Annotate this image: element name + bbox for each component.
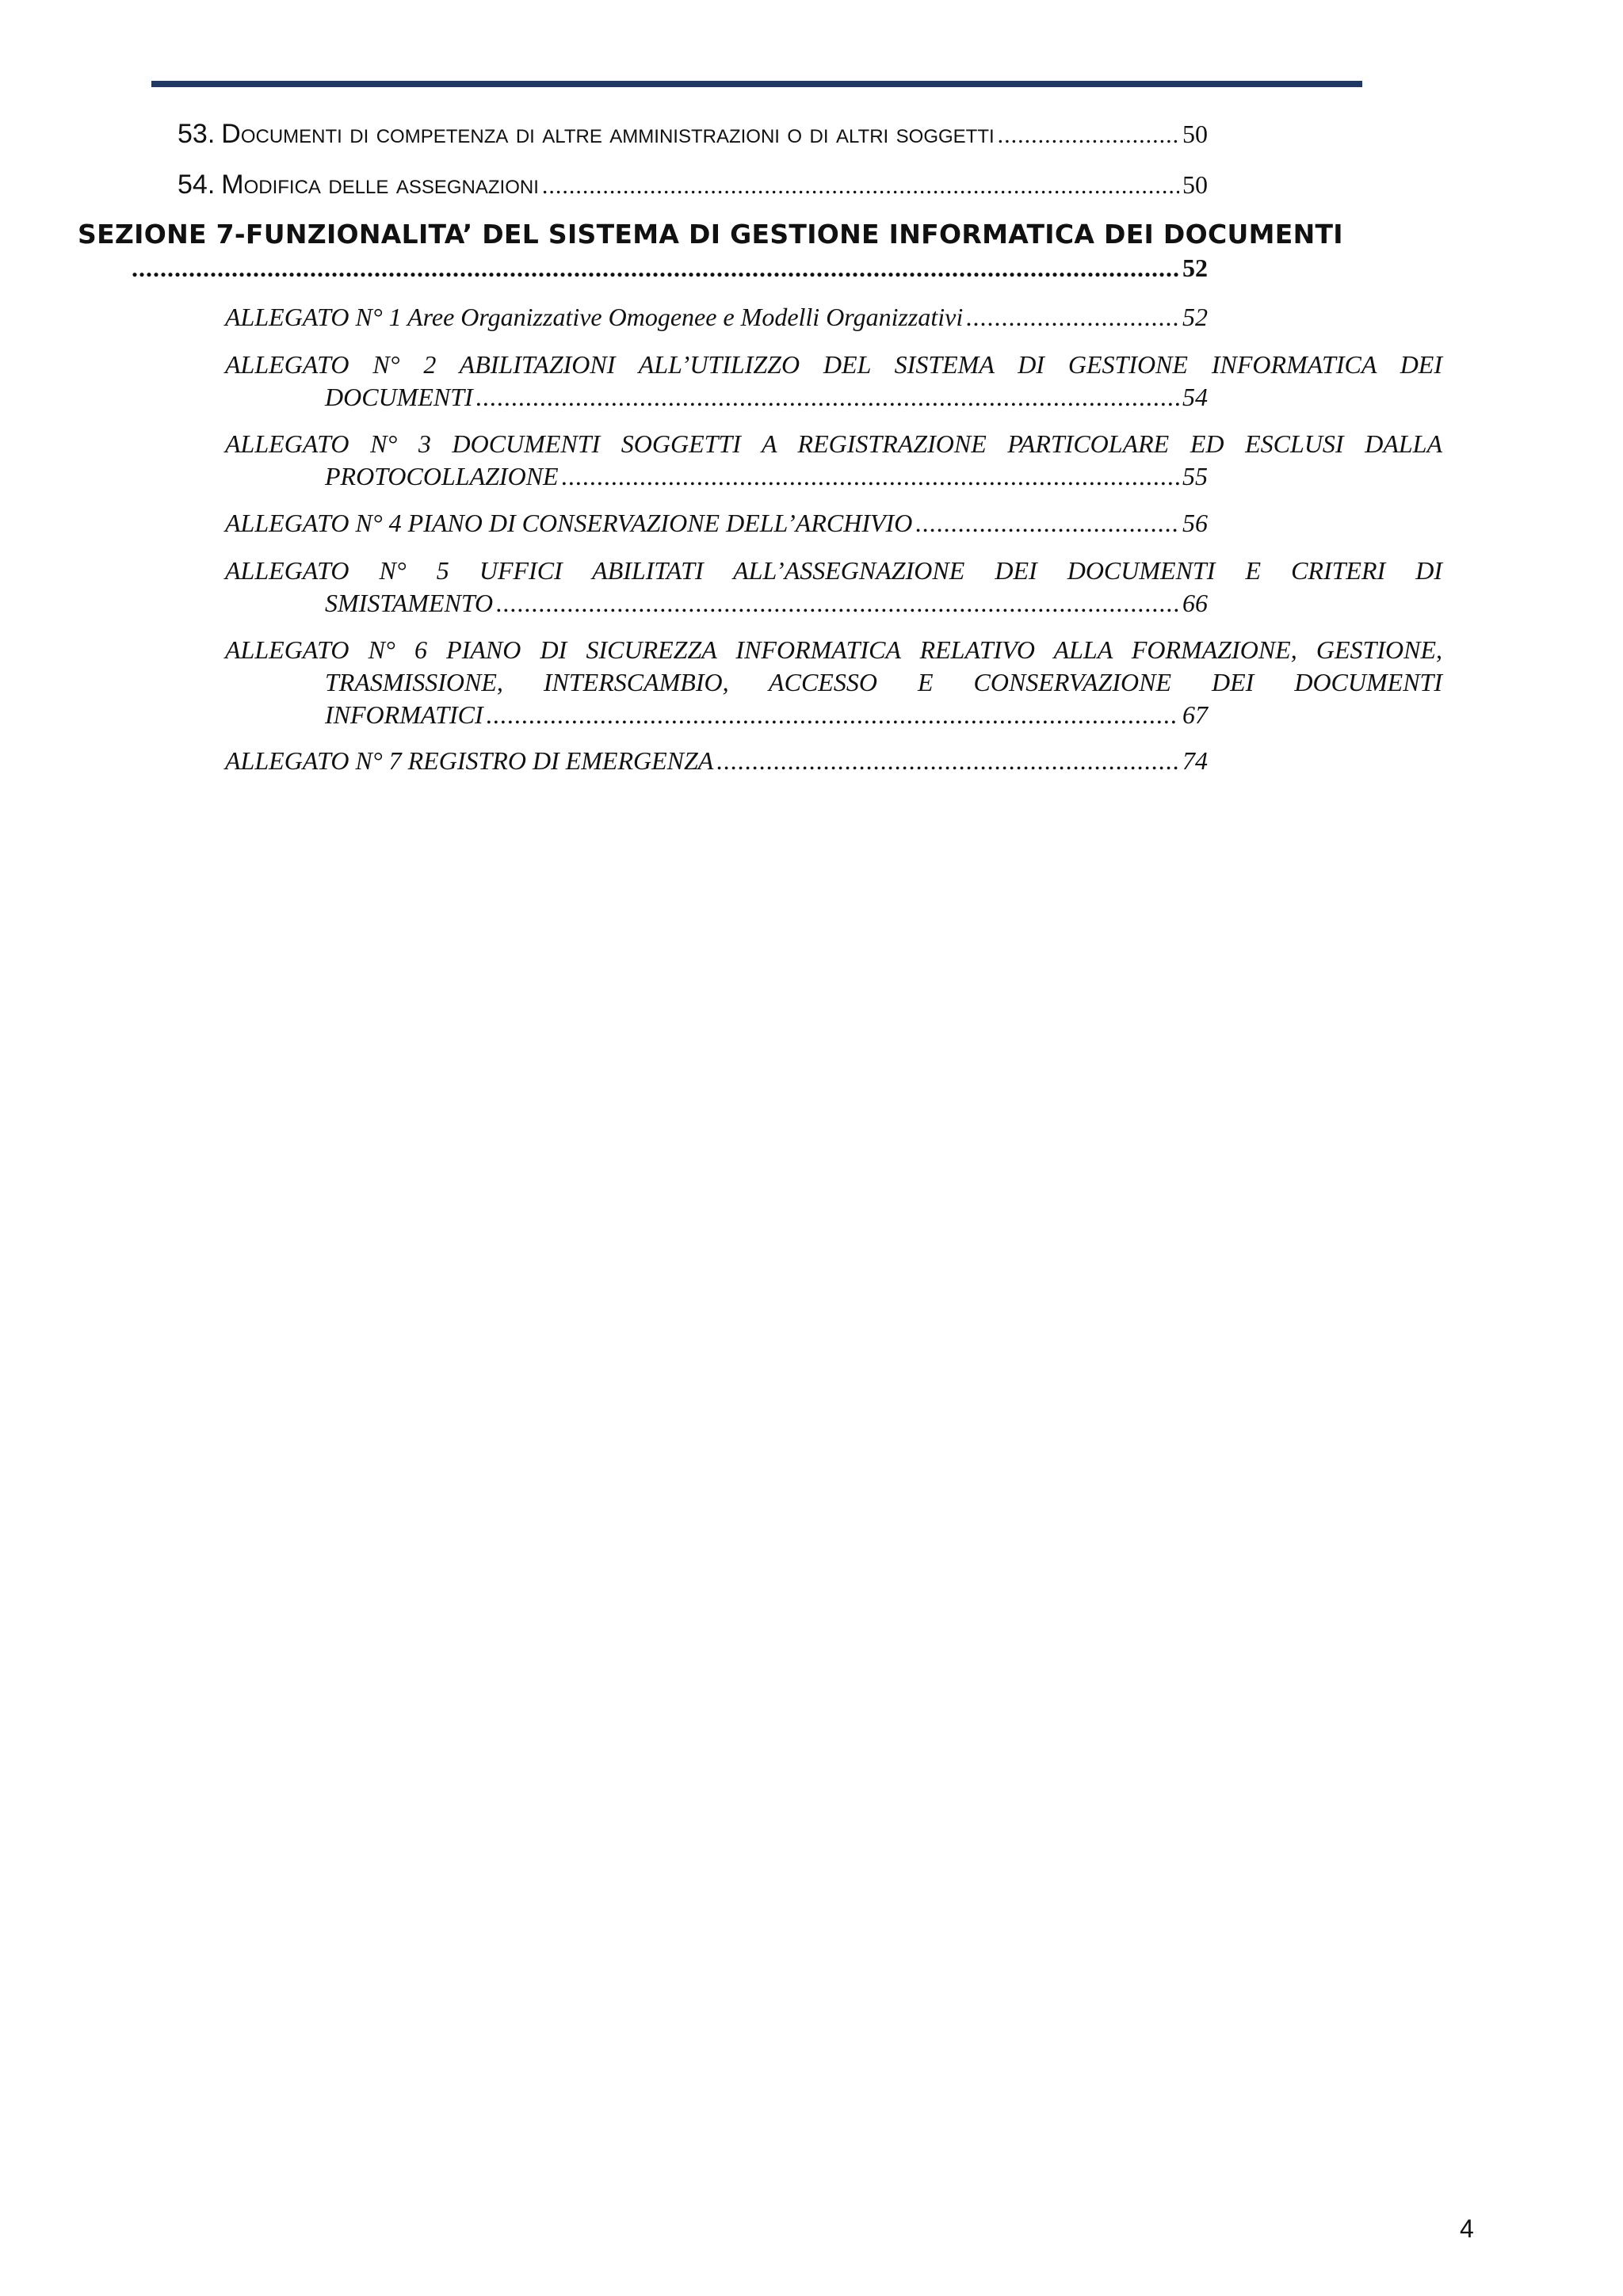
toc-leader-dots [496, 587, 1179, 620]
toc-allegato-6[interactable] [225, 634, 1442, 731]
toc-entry-54[interactable] [178, 170, 1208, 200]
section-7-leader [132, 254, 1208, 283]
toc-allegato-5[interactable] [225, 555, 1442, 620]
section-7-page: 52 [1182, 254, 1208, 282]
toc-leader-dots [487, 699, 1179, 731]
page-number: 4 [1460, 2214, 1474, 2243]
toc-entry-title: Modifica delle assegnazioni [221, 170, 539, 200]
allegato-title: ALLEGATO N° 7 REGISTRO DI EMERGENZA [225, 746, 714, 775]
allegato-title: ALLEGATO N° 4 PIANO DI CONSERVAZIONE DELL’ARCHIVIO [225, 509, 913, 537]
toc-entry-page: 50 [1182, 120, 1208, 148]
header-rule [151, 81, 1362, 87]
toc-leader-dots [966, 301, 1179, 334]
toc-allegato-1[interactable] [225, 301, 1442, 334]
toc-allegato-7[interactable] [225, 745, 1442, 777]
toc-leader-dots [998, 122, 1179, 149]
toc-entry-number: 54. [178, 170, 216, 200]
toc-leader-dots [915, 507, 1179, 540]
toc-leader-dots [716, 745, 1179, 777]
toc-allegato-2[interactable] [225, 349, 1442, 414]
allegato-title: ALLEGATO N° 1 Aree Organizzative Omogenee e Modelli Organizzativi [225, 303, 964, 331]
toc-leader-dots [476, 381, 1179, 414]
allegato-title-line2: DOCUMENTI [325, 383, 473, 411]
allegato-title-line2: TRASMISSIONE, INTERSCAMBIO, ACCESSO E CONSERVAZIONE DEI DOCUMENTI [325, 668, 1442, 696]
allegato-title-line2: PROTOCOLLAZIONE [325, 462, 559, 490]
toc-entry-number: 53. [178, 119, 216, 149]
allegato-page: 54 [1182, 383, 1208, 411]
allegato-title-line3: INFORMATICI [325, 700, 483, 729]
toc-entry-53[interactable] [178, 119, 1208, 150]
toc-leader-dots [132, 254, 1179, 283]
toc-entry-page: 50 [1182, 170, 1208, 199]
toc-leader-dots [562, 460, 1179, 493]
allegato-page: 52 [1182, 303, 1208, 331]
allegato-page: 74 [1182, 746, 1208, 775]
toc-leader-dots [542, 173, 1179, 200]
allegato-title-line2: SMISTAMENTO [325, 589, 494, 617]
allegato-page: 66 [1182, 589, 1208, 617]
allegato-title-line1: ALLEGATO N° 3 DOCUMENTI SOGGETTI A REGISTRAZIONE PARTICOLARE ED ESCLUSI DALLA [225, 429, 1442, 458]
toc-entry-title: Documenti di competenza di altre amministrazioni o di altri soggetti [221, 119, 995, 149]
toc-allegato-4[interactable] [225, 507, 1442, 540]
allegato-page: 67 [1182, 700, 1208, 729]
allegato-page: 55 [1182, 462, 1208, 490]
toc-allegato-3[interactable] [225, 428, 1442, 493]
allegato-title-line1: ALLEGATO N° 6 PIANO DI SICUREZZA INFORMATICA RELATIVO ALLA FORMAZIONE, GESTIONE, [225, 635, 1442, 664]
allegato-title-line1: ALLEGATO N° 5 UFFICI ABILITATI ALL’ASSEGNAZIONE DEI DOCUMENTI E CRITERI DI [225, 556, 1442, 585]
allegato-page: 56 [1182, 509, 1208, 537]
allegato-title-line1: ALLEGATO N° 2 ABILITAZIONI ALL’UTILIZZO DEL SISTEMA DI GESTIONE INFORMATICA DEI [225, 350, 1442, 379]
section-7-heading[interactable]: SEZIONE 7-FUNZIONALITA’ DEL SISTEMA DI GESTIONE INFORMATICA DEI DOCUMENTI [78, 219, 1343, 250]
